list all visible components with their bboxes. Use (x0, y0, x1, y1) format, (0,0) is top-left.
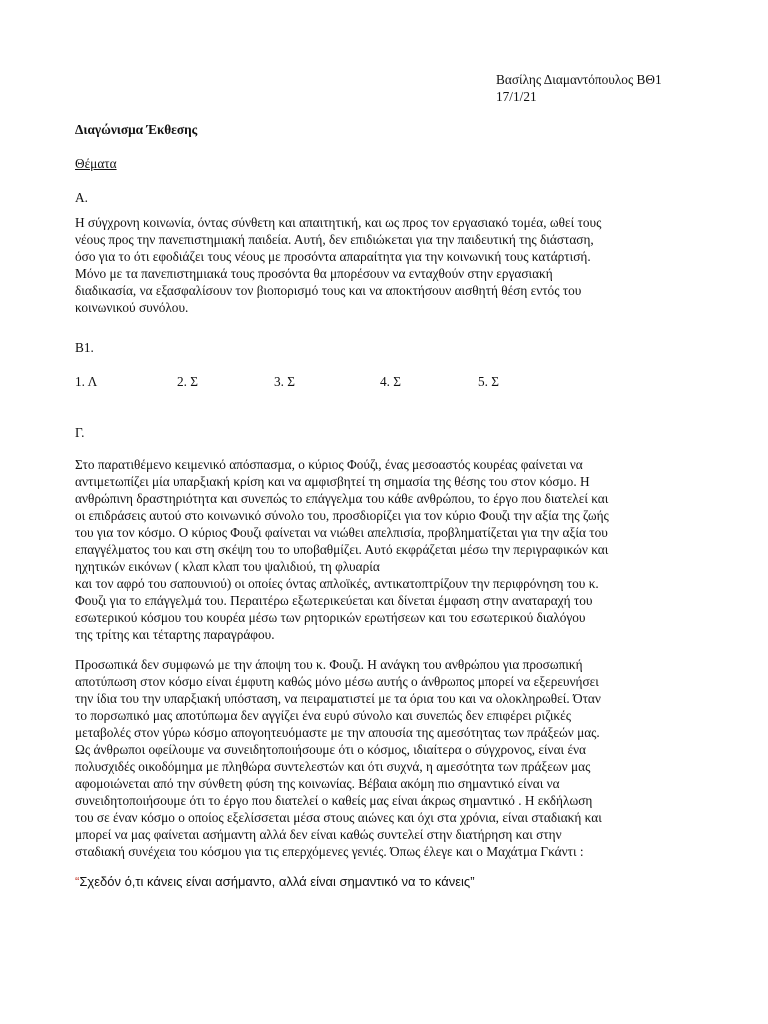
paragraph-line: του για τον κόσμο. Ο κύριος Φουζι φαίνεται να νιώθει απελπισία, προβληματίζεται για την αξία του (75, 525, 608, 540)
section-a-label: Α. (75, 190, 88, 205)
paragraph-line: ανθρώπινη δραστηριότητα και συνεπώς το επάγγελμα του κάθε ανθρώπου, το έργο που διατελεί και (75, 491, 609, 506)
quote-open-mark: “ (75, 874, 80, 889)
section-a-paragraph (75, 214, 601, 316)
topics-label: Θέματα (75, 156, 117, 171)
paragraph-line: κοινωνικού συνόλου. (75, 300, 189, 315)
answer-4: 4. Σ (380, 374, 402, 389)
paragraph-line: της τρίτης και τέταρτης παραγράφου. (75, 627, 275, 642)
author-name: Βασίλης Διαμαντόπουλος ΒΘ1 (496, 72, 662, 87)
paragraph-line: Η σύγχρονη κοινωνία, όντας σύνθετη και απαιτητική, και ως προς τον εργασιακό τομέα, ωθεί τους (75, 215, 602, 230)
paragraph-line: πολυσχιδές οικοδόμημα με πληθώρα συντελεστών και ότι συχνά, η αμεσότητα των πράξεων μας (75, 759, 591, 774)
section-c-paragraph-2 (75, 656, 602, 860)
paragraph-line: Ως άνθρωποι οφείλουμε να συνειδητοποιήσουμε ότι ο κόσμος, ιδιαίτερα ο σύγχρονος, είναι ένα (75, 742, 587, 757)
paragraph-line: όσο για το ότι εφοδιάζει τους νέους με προσόντα απαραίτητα για την κοινωνική τους κατάρτισή. (75, 249, 591, 264)
document-date: 17/1/21 (496, 89, 537, 104)
section-b1-label: Β1. (75, 340, 94, 355)
paragraph-line: την ίδια του την υπαρξιακή υπόσταση, να πειραματιστεί με τα όρια του και να ολοκληρωθεί. Όταν (75, 691, 601, 706)
quote-text: Σχεδόν ό,τι κάνεις είναι ασήμαντο, αλλά είναι σημαντικό να το κάνεις” (79, 874, 475, 889)
paragraph-line: αντιμετωπίζει μία υπαρξιακή κρίση και να αμφισβητεί τη σημασία της θέσης του στον κόσμο. Η (75, 474, 590, 489)
paragraph-line: και τον αφρό του σαπουνιού) οι οποίες όντας απλοϊκές, αντικατοπτρίζουν την περιφρόνηση του κ. (75, 576, 599, 591)
author-header (496, 71, 662, 105)
answer-2: 2. Σ (177, 374, 199, 389)
paragraph-line: νέους προς την πανεπιστημιακή παιδεία. Αυτή, δεν επιδιώκεται για την παιδευτική της διάσταση, (75, 232, 594, 247)
paragraph-line: Μόνο με τα πανεπιστημιακά τους προσόντα θα μπορέσουν να ενταχθούν στην εργασιακή (75, 266, 553, 281)
paragraph-line: Φουζι για το επάγγελμά του. Περαιτέρω εξωτερικεύεται και δίνεται έμφαση στην αναταραχή του (75, 593, 593, 608)
paragraph-line: οι επιδράσεις αυτού στο κοινωνικό σύνολο του, προσδιορίζει για τον κύριο Φουζι την αξία της ζωής (75, 508, 609, 523)
answer-1: 1. Λ (75, 374, 98, 389)
paragraph-line: μεταβολές στον γύρω κόσμο απογοητευόμαστε με την απουσία της αμεσότητας των πράξεών μας. (75, 725, 600, 740)
section-c-label: Γ. (75, 425, 85, 440)
paragraph-line: επαγγέλματος του και στη σκέψη του το υποβαθμίζει. Αυτό εκφράζεται μέσω την περιγραφικών και (75, 542, 609, 557)
paragraph-line: εσωτερικού κόσμου του κουρέα μέσω των ρητορικών ερωτήσεων και του εσωτερικού διαλόγου (75, 610, 586, 625)
paragraph-line: το πορσωπικό μας αποτύπωμα δεν αγγίζει ένα ευρύ σύνολο και συνεπώς δεν επιφέρει ριζικές (75, 708, 571, 723)
paragraph-line: αφομοιώνεται από την σύνθετη φύση της κοινωνίας. Βέβαια ακόμη πιο σημαντικό είναι να (75, 776, 560, 791)
answers-row (75, 373, 595, 390)
paragraph-line: διαδικασία, να εξασφαλίσουν τον βιοπορισμό τους και να αποκτήσουν αισθητή θέση εντός του (75, 283, 582, 298)
answer-3: 3. Σ (274, 374, 296, 389)
document-title: Διαγώνισμα Έκθεσης (75, 122, 198, 137)
paragraph-line: σταδιακή συνέχεια του κόσμου για τις επερχόμενες γενιές. Όπως έλεγε και ο Μαχάτμα Γκάντι : (75, 844, 584, 859)
paragraph-line: αποτύπωση στον κόσμο είναι έμφυτη καθώς μόνο μέσω αυτής ο άνθρωπος μπορεί να εξερευνήσει (75, 674, 599, 689)
paragraph-line: ηχητικών εικόνων ( κλαπ κλαπ του ψαλιδιού, τη φλυαρία (75, 559, 380, 574)
answer-5: 5. Σ (478, 374, 500, 389)
paragraph-line: μπορεί να μας φαίνεται ασήμαντη αλλά δεν είναι καθώς συντελεί στην διατήρηση και στην (75, 827, 562, 842)
gandhi-quote (75, 873, 475, 890)
paragraph-line: Στο παρατιθέμενο κειμενικό απόσπασμα, ο κύριος Φούζι, ένας μεσοαστός κουρέας φαίνεται να (75, 457, 583, 472)
section-c-paragraph-1 (75, 456, 609, 643)
paragraph-line: Προσωπικά δεν συμφωνώ με την άποψη του κ. Φουζι. Η ανάγκη του ανθρώπου για προσωπική (75, 657, 583, 672)
paragraph-line: του σε έναν κόσμο ο οποίος εξελίσσεται μέσα στους αιώνες και όχι στα χρόνια, είναι σταδιακή και (75, 810, 602, 825)
paragraph-line: συνειδητοποιήσουμε ότι το έργο που διατελεί ο καθείς μας είναι άκρως σημαντικό . Η εκδήλωση (75, 793, 593, 808)
